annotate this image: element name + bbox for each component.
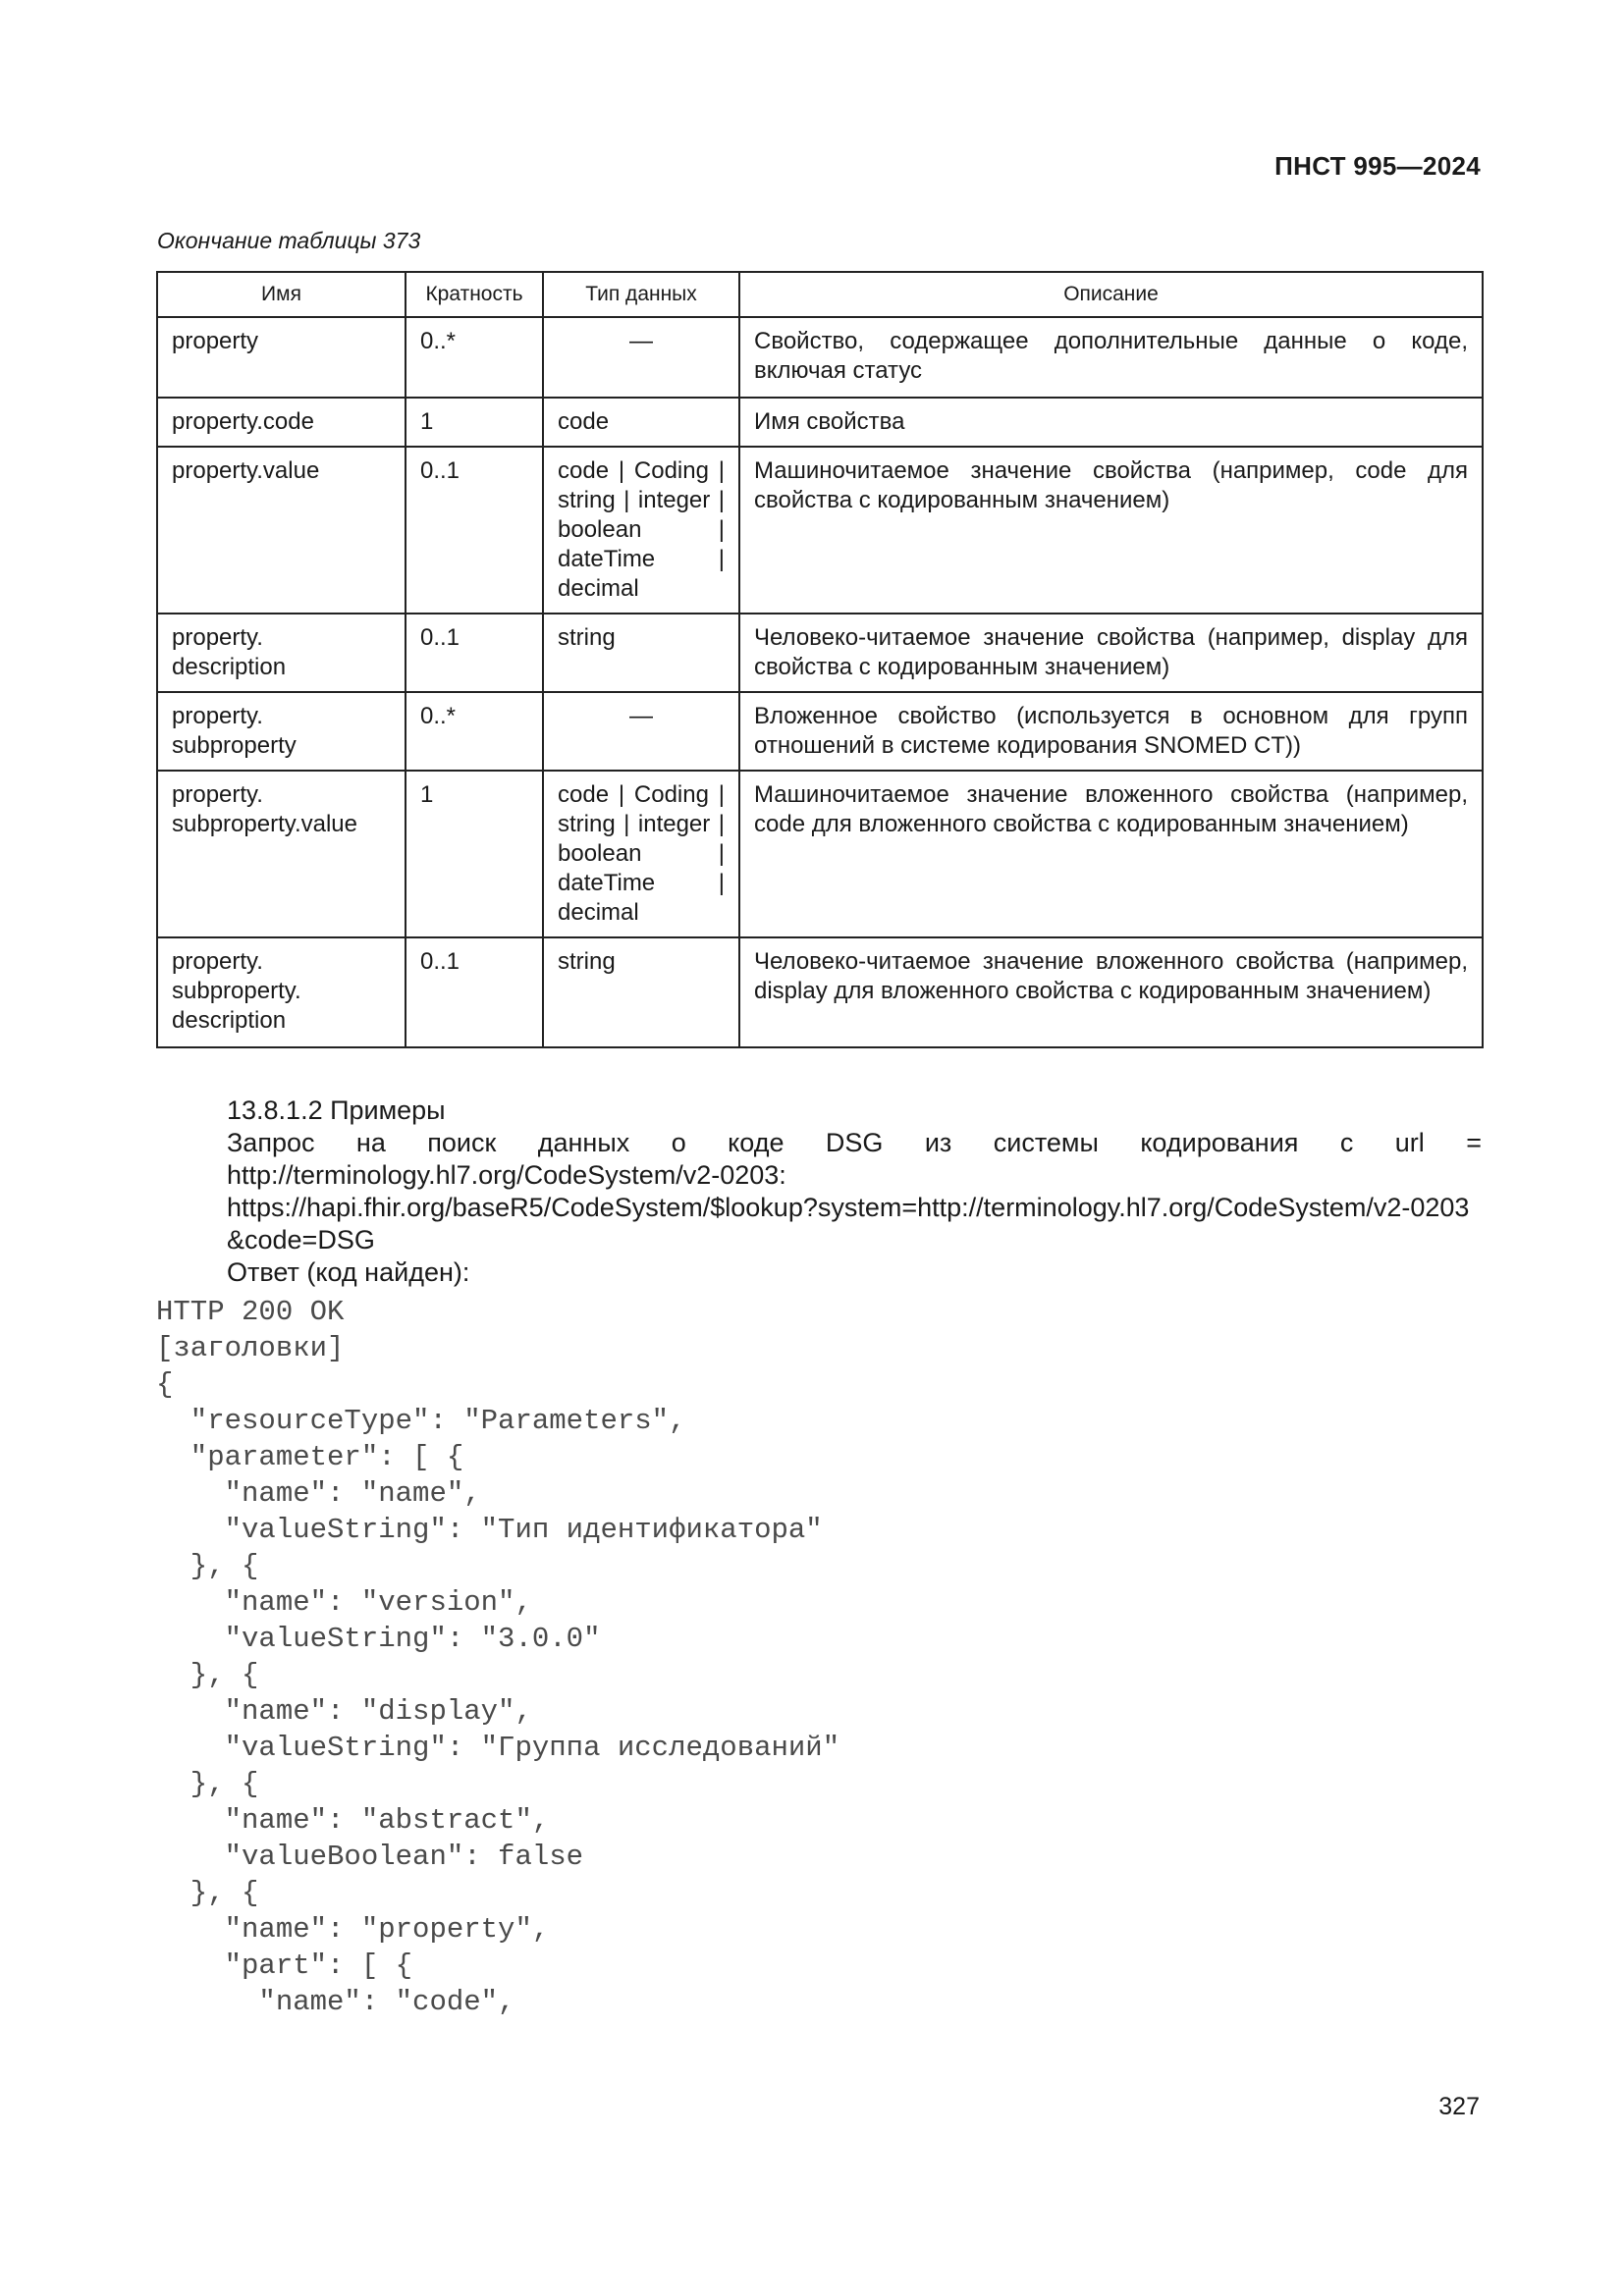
cell-datatype: —	[543, 317, 739, 398]
cell-description: Имя свойства	[739, 398, 1483, 447]
page-number: 327	[1438, 2093, 1480, 2120]
cell-datatype: string	[543, 937, 739, 1047]
code-line: }, {	[156, 1550, 259, 1582]
cell-cardinality: 1	[406, 398, 543, 447]
table-row	[157, 614, 1483, 692]
cell-name-part: property.	[172, 624, 263, 651]
cell-datatype: code	[543, 398, 739, 447]
column-header-name: Имя	[157, 272, 406, 317]
code-line: [заголовки]	[156, 1332, 345, 1364]
cell-datatype: string	[543, 614, 739, 692]
code-line: "name": "version",	[156, 1586, 532, 1619]
table-row	[157, 937, 1483, 1047]
cell-description: Свойство, содержащее дополнительные данные о коде, включая статус	[739, 317, 1483, 398]
cell-cardinality: 1	[406, 771, 543, 937]
cell-name	[157, 447, 406, 614]
examples-section	[156, 1095, 1482, 1289]
cell-datatype: code | Coding | string | integer | boolean | dateTime | decimal	[543, 447, 739, 614]
table-row	[157, 398, 1483, 447]
cell-name-part: subproperty.value	[172, 811, 357, 837]
cell-description: Машиночитаемое значение свойства (например, code для свойства с кодированным значением)	[739, 447, 1483, 614]
cell-cardinality: 0..1	[406, 937, 543, 1047]
cell-datatype: code | Coding | string | integer | boolean | dateTime | decimal	[543, 771, 739, 937]
cell-datatype: —	[543, 692, 739, 771]
table-row	[157, 447, 1483, 614]
code-line: "valueString": "Тип идентификатора"	[156, 1514, 823, 1546]
request-description: Запрос на поиск данных о коде DSG из системы кодирования с url = http://terminology.hl7.org/CodeSystem/v2-0203:	[227, 1128, 1482, 1190]
cell-description: Вложенное свойство (используется в основном для групп отношений в системе кодирования SNOMED CT))	[739, 692, 1483, 771]
table-caption: Окончание таблицы 373	[157, 228, 421, 253]
cell-description: Человеко-читаемое значение вложенного свойства (например, display для вложенного свойства с кодированным значением)	[739, 937, 1483, 1047]
cell-name	[157, 614, 406, 692]
response-label: Ответ (код найден):	[227, 1257, 470, 1287]
cell-name	[157, 937, 406, 1047]
code-line: "valueString": "3.0.0"	[156, 1623, 601, 1655]
cell-cardinality: 0..*	[406, 692, 543, 771]
code-line: "parameter": [ {	[156, 1441, 464, 1473]
column-header-description: Описание	[739, 272, 1483, 317]
cell-name	[157, 771, 406, 937]
table-header-row	[157, 272, 1483, 317]
code-line: "part": [ {	[156, 1949, 413, 1982]
table-row	[157, 317, 1483, 398]
cell-cardinality: 0..*	[406, 317, 543, 398]
code-line: "name": "code",	[156, 1986, 515, 2018]
code-line: }, {	[156, 1768, 259, 1800]
document-code: ПНСТ 995—2024	[1274, 151, 1481, 181]
code-line: {	[156, 1368, 174, 1401]
cell-name-part: property.	[172, 703, 263, 729]
code-line: "valueBoolean": false	[156, 1841, 584, 1873]
cell-name	[157, 317, 406, 398]
request-url: https://hapi.fhir.org/baseR5/CodeSystem/$lookup?system=http://terminology.hl7.org/CodeSystem/v2-0203&code=DSG	[227, 1193, 1470, 1255]
section-heading: 13.8.1.2 Примеры	[227, 1095, 446, 1125]
code-line: "valueString": "Группа исследований"	[156, 1732, 840, 1764]
code-line: "resourceType": "Parameters",	[156, 1405, 686, 1437]
cell-description: Человеко-читаемое значение свойства (например, display для свойства с кодированным значением)	[739, 614, 1483, 692]
code-line: }, {	[156, 1877, 259, 1909]
code-line: "name": "property",	[156, 1913, 550, 1946]
column-header-datatype: Тип данных	[543, 272, 739, 317]
response-code-block	[156, 1294, 839, 2020]
cell-name-part: property.value	[172, 457, 320, 484]
cell-name-part: property.	[172, 781, 263, 808]
cell-description: Машиночитаемое значение вложенного свойства (например, code для вложенного свойства с кодированным значением)	[739, 771, 1483, 937]
cell-name-part: subproperty	[172, 732, 297, 759]
code-line: HTTP 200 OK	[156, 1296, 345, 1328]
table-row	[157, 771, 1483, 937]
column-header-cardinality: Кратность	[406, 272, 543, 317]
cell-name-part: subproperty.	[172, 978, 301, 1004]
code-line: "name": "abstract",	[156, 1804, 550, 1837]
cell-cardinality: 0..1	[406, 447, 543, 614]
cell-name-part: description	[172, 654, 287, 680]
cell-cardinality: 0..1	[406, 614, 543, 692]
code-line: }, {	[156, 1659, 259, 1691]
cell-name-part: property.	[172, 948, 263, 975]
cell-name	[157, 398, 406, 447]
cell-name-part: description	[172, 1007, 287, 1034]
cell-name	[157, 692, 406, 771]
code-line: "name": "display",	[156, 1695, 532, 1728]
table-row	[157, 692, 1483, 771]
cell-name-part: property	[172, 328, 259, 354]
cell-name-part: property.code	[172, 408, 314, 435]
spec-table	[156, 271, 1484, 1048]
code-line: "name": "name",	[156, 1477, 481, 1510]
